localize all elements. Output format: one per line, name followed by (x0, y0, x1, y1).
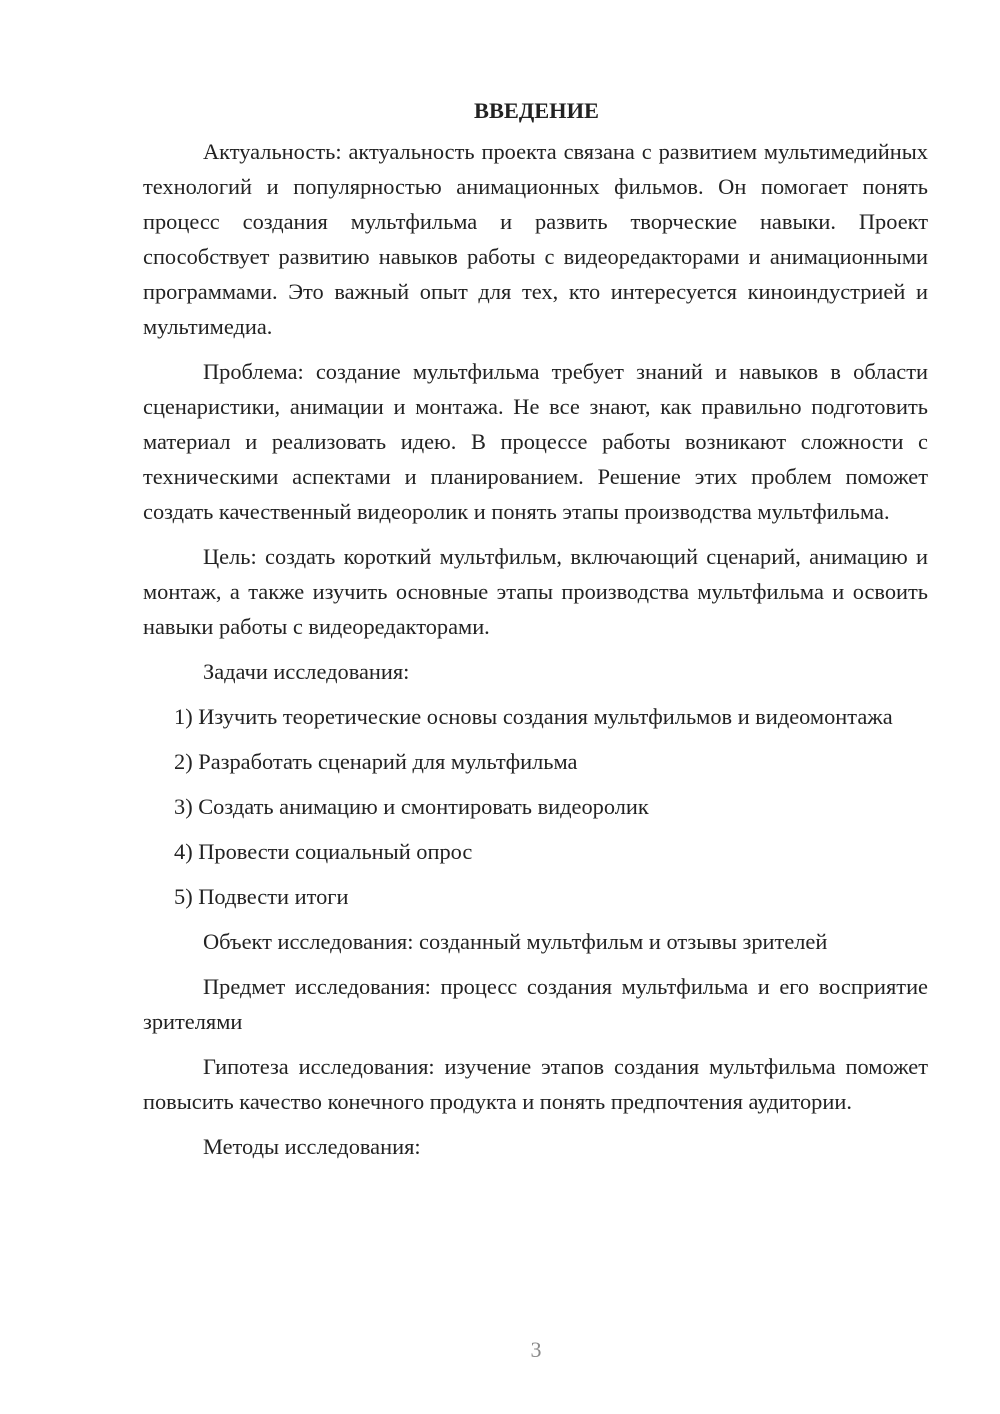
goal-paragraph: Цель: создать короткий мультфильм, включающий сценарий, анимацию и монтаж, а также изучить основные этапы производства мультфильма и освоить навыки работы с видеоредакторами. (143, 544, 928, 639)
task-item: 1) Изучить теоретические основы создания мультфильмов и видеомонтажа (174, 704, 893, 729)
methods-title: Методы исследования: (203, 1134, 421, 1159)
task-item: 3) Создать анимацию и смонтировать видеоролик (174, 794, 649, 819)
tasks-title: Задачи исследования: (203, 659, 410, 684)
page-number: 3 (530, 1337, 542, 1362)
research-object: Объект исследования: созданный мультфильм и отзывы зрителей (203, 929, 828, 954)
task-item: 4) Провести социальный опрос (174, 839, 473, 864)
task-item: 2) Разработать сценарий для мультфильма (174, 749, 578, 774)
research-hypothesis: Гипотеза исследования: изучение этапов создания мультфильма поможет повысить качество конечного продукта и понять предпочтения аудитории. (143, 1054, 928, 1114)
problem-paragraph: Проблема: создание мультфильма требует знаний и навыков в области сценаристики, анимации и монтажа. Не все знают, как правильно подготовить материал и реализовать идею. В процессе работы возникают сложности с техническими аспектами и планированием. Решение этих проблем поможет создать качественный видеоролик и понять этапы производства мультфильма. (143, 359, 928, 524)
section-heading: ВВЕДЕНИЕ (474, 98, 599, 123)
page-body (143, 93, 928, 1174)
relevance-paragraph: Актуальность: актуальность проекта связана с развитием мультимедийных технологий и популярностью анимационных фильмов. Он помогает понять процесс создания мультфильма и развить творческие навыки. Проект способствует развитию навыков работы с видеоредакторами и анимационными программами. Это важный опыт для тех, кто интересуется киноиндустрией и мультимедиа. (143, 139, 928, 339)
research-subject: Предмет исследования: процесс создания мультфильма и его восприятие зрителями (143, 974, 928, 1034)
task-item: 5) Подвести итоги (174, 884, 349, 909)
